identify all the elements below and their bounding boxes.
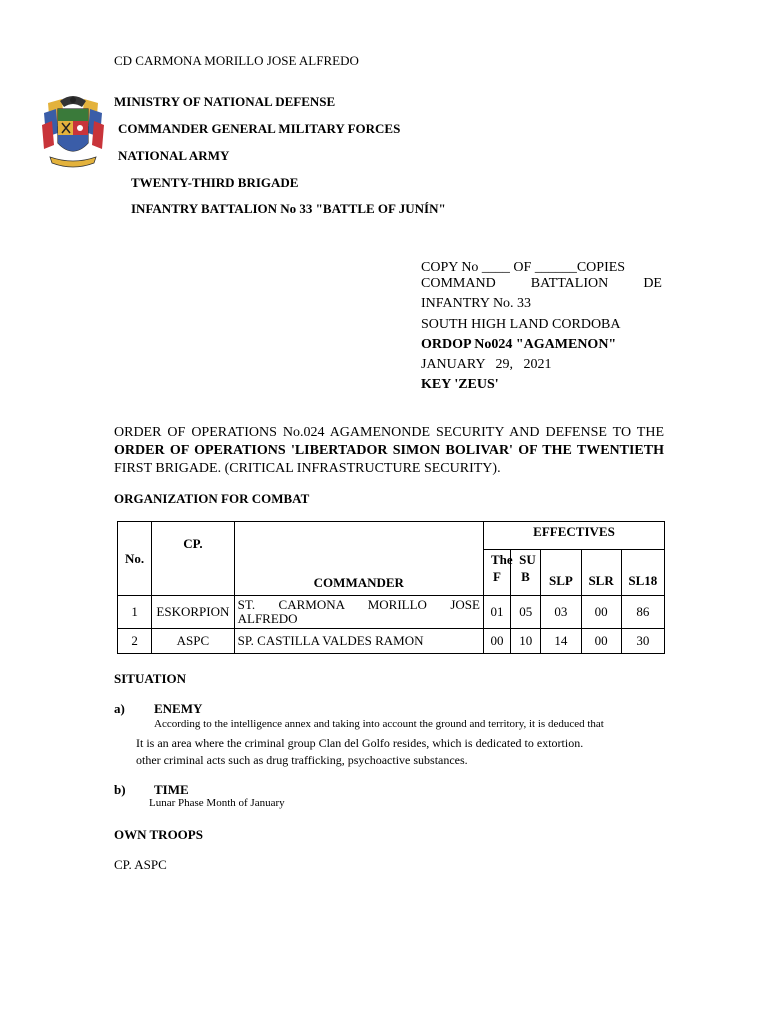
cell-slp: 14 <box>541 629 581 654</box>
combat-table <box>117 521 665 654</box>
command-line <box>421 276 662 292</box>
col-header-f <box>483 550 513 596</box>
author-line: CD CARMONA MORILLO JOSE ALFREDO <box>114 53 359 68</box>
intro-line-1: ORDER OF OPERATIONS No.024 AGAMENONDE SECURITY AND DEFENSE TO THE <box>114 425 664 440</box>
cell-slr: 00 <box>581 596 621 629</box>
cell-b: 05 <box>511 596 541 629</box>
time-heading: TIME <box>154 782 189 797</box>
enemy-text-line-2: It is an area where the criminal group Clan del Golfo resides, which is dedicated to extortion. <box>136 736 584 750</box>
cell-sl18: 86 <box>621 596 664 629</box>
situation-heading: SITUATION <box>114 671 187 686</box>
col-header-b <box>511 550 541 596</box>
cell-f: 00 <box>483 629 510 654</box>
col-header-b-bottom: B <box>521 569 530 584</box>
coat-of-arms-icon <box>42 93 104 169</box>
col-header-no: No. <box>118 522 152 596</box>
order-key: KEY 'ZEUS' <box>421 377 499 392</box>
col-header-slr: SLR <box>581 550 621 596</box>
cell-slp: 03 <box>541 596 581 629</box>
own-troops-heading: OWN TROOPS <box>114 827 203 842</box>
header-army: NATIONAL ARMY <box>118 148 230 163</box>
enemy-heading: ENEMY <box>154 701 203 716</box>
command-word-2: BATTALION <box>530 276 609 291</box>
intro-line-2: ORDER OF OPERATIONS 'LIBERTADOR SIMON BOLIVAR' OF THE TWENTIETH <box>114 443 664 458</box>
cell-commander: ST. CARMONA MORILLO JOSE ALFREDO <box>234 596 483 629</box>
command-word-3: DE <box>643 276 662 291</box>
location: SOUTH HIGH LAND CORDOBA <box>421 317 621 332</box>
col-header-f-bottom: F <box>492 569 501 584</box>
intro-line-3: FIRST BRIGADE. (CRITICAL INFRASTRUCTURE SECURITY). <box>114 461 501 476</box>
header-brigade: TWENTY-THIRD BRIGADE <box>131 175 299 190</box>
cell-slr: 00 <box>581 629 621 654</box>
command-word-1: COMMAND <box>421 276 496 291</box>
col-header-slp: SLP <box>541 550 581 596</box>
infantry-number: INFANTRY No. 33 <box>421 296 532 311</box>
organization-heading: ORGANIZATION FOR COMBAT <box>114 491 310 506</box>
header-ministry: MINISTRY OF NATIONAL DEFENSE <box>114 94 336 109</box>
col-header-effectives: EFFECTIVES <box>483 522 664 550</box>
col-header-commander: COMMANDER <box>234 522 483 596</box>
cell-f: 01 <box>483 596 510 629</box>
cell-no: 2 <box>118 629 152 654</box>
cell-cp: ESKORPION <box>152 596 234 629</box>
table-row <box>118 596 665 629</box>
cell-cp: ASPC <box>152 629 234 654</box>
own-troops-cp: CP. ASPC <box>114 857 167 872</box>
header-battalion: INFANTRY BATTALION No 33 "BATTLE OF JUNÍN" <box>131 201 446 216</box>
enemy-label: a) <box>114 701 125 716</box>
ordop-title: ORDOP No024 "AGAMENON" <box>421 337 617 352</box>
cell-sl18: 30 <box>621 629 664 654</box>
enemy-text-line-1: According to the intelligence annex and taking into account the ground and territory, it is deduced that <box>154 718 604 730</box>
header-command: COMMANDER GENERAL MILITARY FORCES <box>118 121 401 136</box>
enemy-text-line-3: other criminal acts such as drug trafficking, psychoactive substances. <box>136 753 468 767</box>
cell-b: 10 <box>511 629 541 654</box>
col-header-sl18: SL18 <box>621 550 664 596</box>
time-text: Lunar Phase Month of January <box>149 797 285 809</box>
col-header-f-top: The <box>490 552 513 567</box>
col-header-cp: CP. <box>152 522 234 596</box>
cell-no: 1 <box>118 596 152 629</box>
table-row <box>118 629 665 654</box>
copy-number: COPY No ____ OF ______COPIES <box>421 260 626 275</box>
time-label: b) <box>114 782 126 797</box>
order-date: JANUARY 29, 2021 <box>421 357 552 372</box>
cell-commander: SP. CASTILLA VALDES RAMON <box>234 629 483 654</box>
col-header-b-top: SU <box>519 552 536 567</box>
